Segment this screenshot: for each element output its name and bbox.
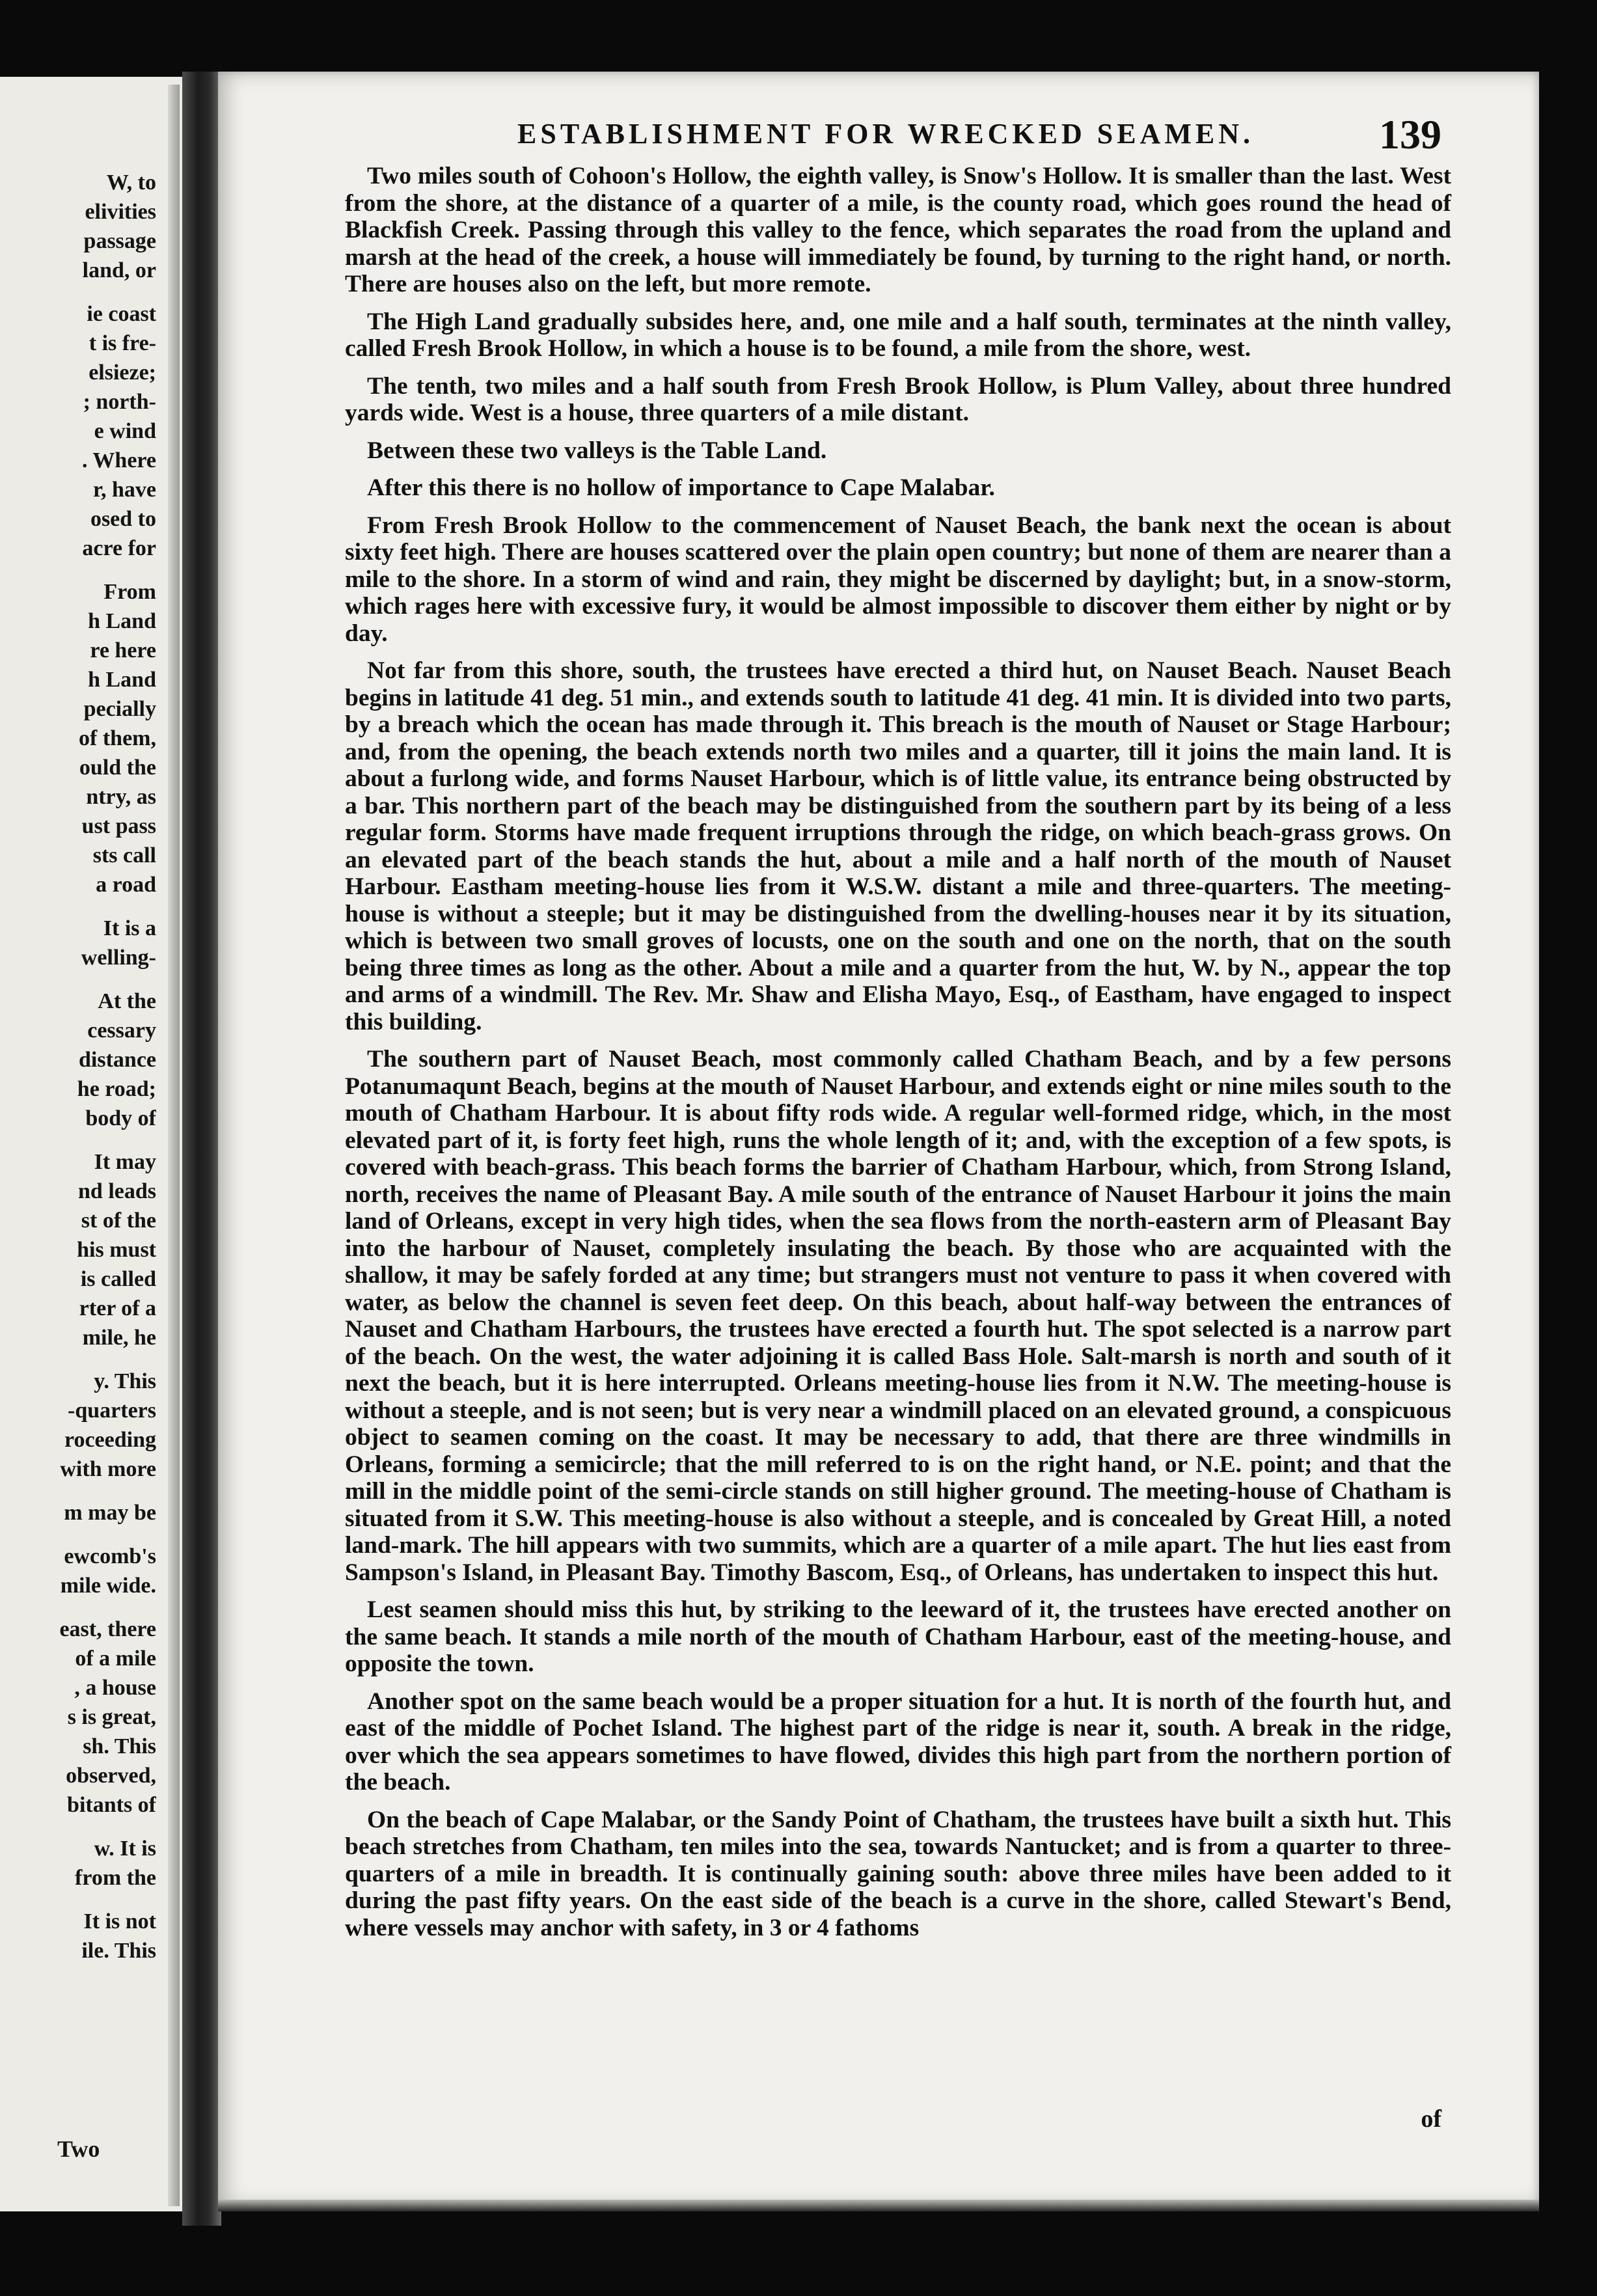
body-text bbox=[345, 163, 1451, 1952]
catchword: of bbox=[1421, 2105, 1441, 2133]
left-page-line: -quarters bbox=[68, 1399, 156, 1423]
left-page-line: w. It is bbox=[94, 1837, 156, 1861]
left-page-line bbox=[0, 899, 156, 914]
left-page-catchword: Two bbox=[57, 2136, 100, 2162]
left-page-line: mile wide. bbox=[60, 1574, 156, 1598]
left-page-line: . Where bbox=[82, 448, 156, 472]
left-page-line: , a house bbox=[74, 1676, 156, 1700]
left-page-line: of a mile bbox=[75, 1647, 156, 1671]
running-title: ESTABLISHMENT FOR WRECKED SEAMEN. bbox=[517, 118, 1254, 150]
left-page-line: elsieze; bbox=[89, 361, 156, 385]
left-page-line: h Land bbox=[88, 609, 156, 633]
left-page-line: osed to bbox=[90, 507, 156, 531]
paragraph: The tenth, two miles and a half south from Fresh Brook Hollow, is Plum Valley, about three hundred yards wide. West is a house, three quarters of a mile distant. bbox=[345, 372, 1451, 426]
left-page-line: east, there bbox=[59, 1617, 156, 1641]
paragraph: Two miles south of Cohoon's Hollow, the eighth valley, is Snow's Hollow. It is smaller than the last. West from the shore, at the distance of a quarter of a mile, is the county road, which goes round the head of Blackfish Creek. Passing through this valley to the fence, which separates the road from the upland and marsh at the head of the creek, a house will immediately be found, by turning to the right hand, or north. There are houses also on the left, but more remote. bbox=[345, 163, 1451, 297]
main-page bbox=[218, 72, 1539, 2206]
left-page-line: cessary bbox=[87, 1018, 156, 1043]
left-page-line: From bbox=[103, 580, 156, 604]
book-gutter bbox=[182, 72, 221, 2226]
left-page-line: m may be bbox=[64, 1501, 156, 1525]
left-page-line: It is a bbox=[103, 916, 156, 940]
left-page-line: mile, he bbox=[82, 1326, 156, 1350]
paragraph: The High Land gradually subsides here, and, one mile and a half south, terminates at the ninth valley, called Fresh Brook Hollow, in which a house is to be found, a mile from the shore, west. bbox=[345, 308, 1451, 362]
paragraph: After this there is no hollow of importance to Cape Malabar. bbox=[367, 474, 995, 501]
left-page-line: nd leads bbox=[78, 1179, 156, 1203]
left-page-line: distance bbox=[79, 1048, 156, 1072]
left-page-line: e wind bbox=[94, 419, 156, 443]
left-page-line: ntry, as bbox=[86, 785, 156, 809]
left-page-line bbox=[0, 1893, 156, 1907]
running-head bbox=[218, 111, 1539, 156]
left-page-line bbox=[0, 1820, 156, 1834]
left-page-line: a road bbox=[96, 873, 156, 897]
paragraph: From Fresh Brook Hollow to the commencement of Nauset Beach, the bank next the ocean is about sixty feet high. There are houses scattered over the plain open country; but none of them are nearer than a mile to the shore. In a storm of wind and rain, they might be discerned by daylight; but, in a snow-storm, which rages here with excessive fury, it would be almost impossible to discover them either by night or by day. bbox=[345, 512, 1451, 647]
left-page-line: passage bbox=[83, 229, 156, 253]
left-page-line: acre for bbox=[82, 536, 156, 560]
scan-edge bbox=[218, 2200, 1539, 2211]
left-page-line: h Land bbox=[88, 668, 156, 692]
left-page-line: ust pass bbox=[81, 814, 156, 838]
book-gutter-strip bbox=[168, 85, 180, 2206]
paragraph: On the beach of Cape Malabar, or the Sandy Point of Chatham, the trustees have built a sixth hut. This beach stretches from Chatham, ten miles into the sea, towards Nantucket; and is from a quarter to three-quarters of a mile in breadth. It is continually gaining south: above three miles have been added to it during the past fifty years. On the east side of the beach is a curve in the shore, called Stewart's Bend, where vessels may anchor with safety, in 3 or 4 fathoms bbox=[345, 1806, 1451, 1941]
left-page-line: of them, bbox=[79, 726, 156, 750]
left-page-line: It may bbox=[94, 1150, 156, 1174]
left-page-line bbox=[0, 1133, 156, 1147]
left-page-line: ; north- bbox=[83, 390, 156, 414]
left-page-line bbox=[0, 972, 156, 987]
left-page-line: ie coast bbox=[87, 302, 156, 326]
left-page-line: welling- bbox=[81, 946, 156, 970]
left-page-line: W, to bbox=[106, 171, 156, 195]
left-page-line: roceeding bbox=[64, 1428, 156, 1452]
left-page-line bbox=[0, 1600, 156, 1615]
left-page-line bbox=[0, 563, 156, 577]
left-page-line: At the bbox=[98, 989, 156, 1013]
left-page-line: land, or bbox=[82, 258, 156, 282]
left-page-line: ould the bbox=[79, 756, 156, 780]
paragraph: Not far from this shore, south, the trustees have erected a third hut, on Nauset Beach. Nauset Beach begins in latitude 41 deg. 51 min., and extends south to latitude 41 deg. 41 min. It is divided into two parts, by a breach which the ocean has made through it. This breach is the mouth of Nauset or Stage Harbour; and, from the opening, the beach extends north two miles and a quarter, till it joins the main land. It is about a furlong wide, and forms Nauset Harbour, which is of little value, its entrance being obstructed by a bar. This northern part of the beach may be distinguished from the southern part by its being of a less regular form. Storms have made frequent irruptions through the ridge, on which beach-grass grows. On an elevated part of the beach stands the hut, about a mile and a half north of the mouth of Nauset Harbour. Eastham meeting-house lies from it W.S.W. distant a mile and three-quarters. The meeting-house is without a steeple; but it may be distinguished from the dwelling-houses near it by its situation, which is between two small groves of locusts, one on the south and one on the north, that on the south being three times as long as the other. About a mile and a quarter from the hut, W. by N., appear the top and arms of a windmill. The Rev. Mr. Shaw and Elisha Mayo, Esq., of Eastham, have engaged to inspect this building. bbox=[345, 657, 1451, 1035]
left-page-line bbox=[0, 285, 156, 299]
left-page-line bbox=[0, 1352, 156, 1367]
left-page-line: pecially bbox=[83, 697, 156, 721]
paragraph: Between these two valleys is the Table Land. bbox=[367, 437, 827, 464]
left-page-line: r, have bbox=[93, 478, 156, 502]
left-page-line: ile. This bbox=[81, 1939, 156, 1963]
left-page-line: he road; bbox=[77, 1077, 156, 1101]
left-page-line: s is great, bbox=[67, 1705, 156, 1729]
page-number: 139 bbox=[1379, 111, 1441, 157]
left-page-line: with more bbox=[60, 1457, 156, 1481]
left-page-line bbox=[0, 1484, 156, 1498]
left-page-line: y. This bbox=[94, 1369, 156, 1393]
left-page-line: st of the bbox=[81, 1209, 156, 1233]
left-page-line: elivities bbox=[85, 200, 156, 224]
left-page-line: from the bbox=[75, 1866, 156, 1890]
left-page-line: bitants of bbox=[67, 1793, 156, 1817]
left-page-line: body of bbox=[85, 1106, 156, 1130]
left-page-line: It is not bbox=[83, 1909, 156, 1934]
paragraph: The southern part of Nauset Beach, most commonly called Chatham Beach, and by a few persons Potanumaqunt Beach, begins at the mouth of Nauset Harbour, and extends eight or nine miles south to the mouth of Chatham Harbour. It is about fifty rods wide. A regular well-formed ridge, which, in the most elevated part of it, is forty feet high, runs the whole length of it; and, with the exception of a few spots, is covered with beach-grass. This beach forms the barrier of Chatham Harbour, which, from Strong Island, north, receives the name of Pleasant Bay. A mile south of the entrance of Nauset Harbour it joins the main land of Orleans, except in very high tides, when the sea flows from the north-eastern arm of Pleasant Bay into the harbour of Nauset, completely insulating the beach. By those who are acquainted with the shallow, it may be safely forded at any time; but strangers must not venture to pass it when covered with water, as below the channel is seven feet deep. On this beach, about half-way between the entrances of Nauset and Chatham Harbours, the trustees have erected a fourth hut. The spot selected is a narrow part of the beach. On the west, the water adjoining it is called Bass Hole. Salt-marsh is north and south of it next the beach, but it is here interrupted. Orleans meeting-house lies from it N.W. The meeting-house is without a steeple, and is not seen; but is very near a windmill placed on an elevated ground, a conspicuous object to seamen coming on the coast. It may be necessary to add, that there are three windmills in Orleans, forming a semicircle; that the mill referred to is on the right hand, or N.E. point; and that the mill in the middle point of the semi-circle stands on still higher ground. The meeting-house of Chatham is situated from it S.W. This meeting-house is also without a steeple, and is concealed by Great Hill, a noted land-mark. The hill appears with two summits, which are a quarter of a mile apart. The hut lies east from Sampson's Island, in Pleasant Bay. Timothy Bascom, Esq., of Orleans, has undertaken to inspect this hut. bbox=[345, 1046, 1451, 1586]
left-page-line: t is fre- bbox=[89, 331, 156, 355]
left-page-line: observed, bbox=[66, 1764, 156, 1788]
left-page-line: is called bbox=[80, 1267, 156, 1291]
left-page-line: rter of a bbox=[79, 1296, 156, 1320]
left-page-line: ewcomb's bbox=[64, 1544, 156, 1568]
paragraph: Lest seamen should miss this hut, by striking to the leeward of it, the trustees have erected another on the same beach. It stands a mile north of the mouth of Chatham Harbour, east of the meeting-house, and opposite the town. bbox=[345, 1596, 1451, 1677]
paragraph: Another spot on the same beach would be a proper situation for a hut. It is north of the fourth hut, and east of the middle of Pochet Island. The highest part of the ridge is near it, south. A break in the ridge, over which the sea appears sometimes to have flowed, divides this high part from the northern portion of the beach. bbox=[345, 1688, 1451, 1796]
left-page-line: sh. This bbox=[83, 1734, 156, 1758]
left-page-text bbox=[0, 168, 156, 1965]
left-page-line: his must bbox=[77, 1238, 156, 1262]
left-page-line: re here bbox=[90, 638, 156, 663]
left-page-line: sts call bbox=[92, 843, 156, 868]
left-page-line bbox=[0, 1527, 156, 1542]
